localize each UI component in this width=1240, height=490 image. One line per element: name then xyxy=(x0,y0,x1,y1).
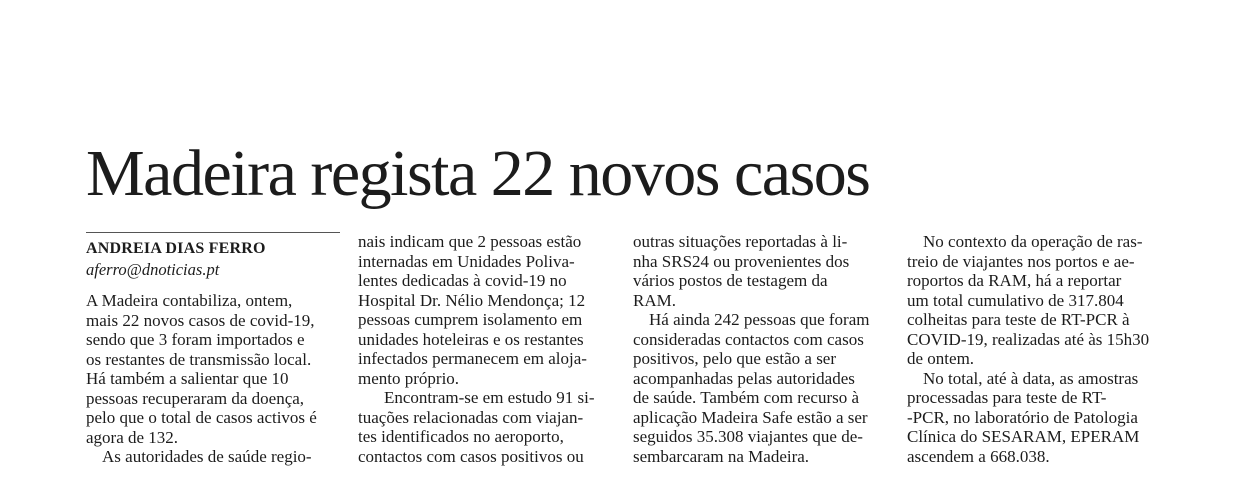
article-text-line: roportos da RAM, há a reportar xyxy=(907,271,1122,290)
article-column-4 xyxy=(907,232,1149,466)
article-text-line: aplicação Madeira Safe estão a ser xyxy=(633,407,868,427)
article-text-line: As autoridades de saúde regio- xyxy=(102,447,312,466)
article-text-line: pelo que o total de casos activos é xyxy=(86,408,317,427)
article-column-1 xyxy=(86,291,317,467)
article-column-3 xyxy=(633,232,869,466)
article-text-line: de saúde. Também com recurso à xyxy=(633,388,860,407)
article-text-line: nais indicam que 2 pessoas estão xyxy=(358,232,582,251)
byline-rule xyxy=(86,232,340,233)
article-text-line: tuações relacionadas com viajan- xyxy=(358,407,584,427)
article-text-line: Hospital Dr. Nélio Mendonça; 12 xyxy=(358,290,586,310)
article-text-line: -PCR, no laboratório de Patologia xyxy=(907,407,1138,427)
article-text-line: Encontram-se em estudo 91 si- xyxy=(384,388,595,407)
article-text-line: mento próprio. xyxy=(358,368,460,388)
article-text-line: A Madeira contabiliza, ontem, xyxy=(86,291,293,310)
article-text-line: Clínica do SESARAM, EPERAM xyxy=(907,427,1140,446)
article-text-line: treio de viajantes nos portos e ae- xyxy=(907,251,1135,271)
article-headline: Madeira regista 22 novos casos xyxy=(86,137,870,210)
article-text-line: vários postos de testagem da xyxy=(633,271,828,290)
article-text-line: ascendem a 668.038. xyxy=(907,446,1050,466)
article-text-line: sembarcaram na Madeira. xyxy=(633,446,810,466)
article-text-line: COVID-19, realizadas até às 15h30 xyxy=(907,329,1150,349)
article-text-line: de ontem. xyxy=(907,349,975,368)
article-text-line: mais 22 novos casos de covid-19, xyxy=(86,310,315,330)
article-text-line: infectados permanecem em aloja- xyxy=(358,349,587,368)
article-text-line: outras situações reportadas à li- xyxy=(633,232,848,251)
article-text-line: Há também a salientar que 10 xyxy=(86,369,289,388)
article-text-line: processadas para teste de RT- xyxy=(907,388,1107,407)
article-text-line: um total cumulativo de 317.804 xyxy=(907,290,1124,310)
article-text-line: RAM. xyxy=(633,290,676,310)
article-text-line: pessoas recuperaram da doença, xyxy=(86,388,305,408)
article-text-line: unidades hoteleiras e os restantes xyxy=(358,329,584,349)
article-text-line: No contexto da operação de ras- xyxy=(923,232,1143,251)
article-text-line: os restantes de transmissão local. xyxy=(86,349,312,369)
article-text-line: contactos com casos positivos ou xyxy=(358,446,584,466)
article-text-line: consideradas contactos com casos xyxy=(633,329,864,349)
article-text-line: lentes dedicadas à covid-19 no xyxy=(358,271,567,290)
article-text-line: acompanhadas pelas autoridades xyxy=(633,368,855,388)
author-email: aferro@dnoticias.pt xyxy=(86,260,220,279)
article-text-line: positivos, pelo que estão a ser xyxy=(633,349,837,368)
article-text-line: No total, até à data, as amostras xyxy=(923,368,1139,388)
article-text-line: seguidos 35.308 viajantes que de- xyxy=(633,427,863,446)
article-text-line: sendo que 3 foram importados e xyxy=(86,330,305,349)
article-text-line: tes identificados no aeroporto, xyxy=(358,427,564,446)
author-name: ANDREIA DIAS FERRO xyxy=(86,240,266,257)
article-text-line: nha SRS24 ou provenientes dos xyxy=(633,251,850,271)
article-text-line: Há ainda 242 pessoas que foram xyxy=(649,310,870,329)
article-column-2 xyxy=(358,232,595,466)
article-text-line: pessoas cumprem isolamento em xyxy=(358,310,583,329)
article-text-line: agora de 132. xyxy=(86,427,179,447)
article-text-line: internadas em Unidades Poliva- xyxy=(358,251,575,271)
article-text-line: colheitas para teste de RT-PCR à xyxy=(907,310,1130,329)
